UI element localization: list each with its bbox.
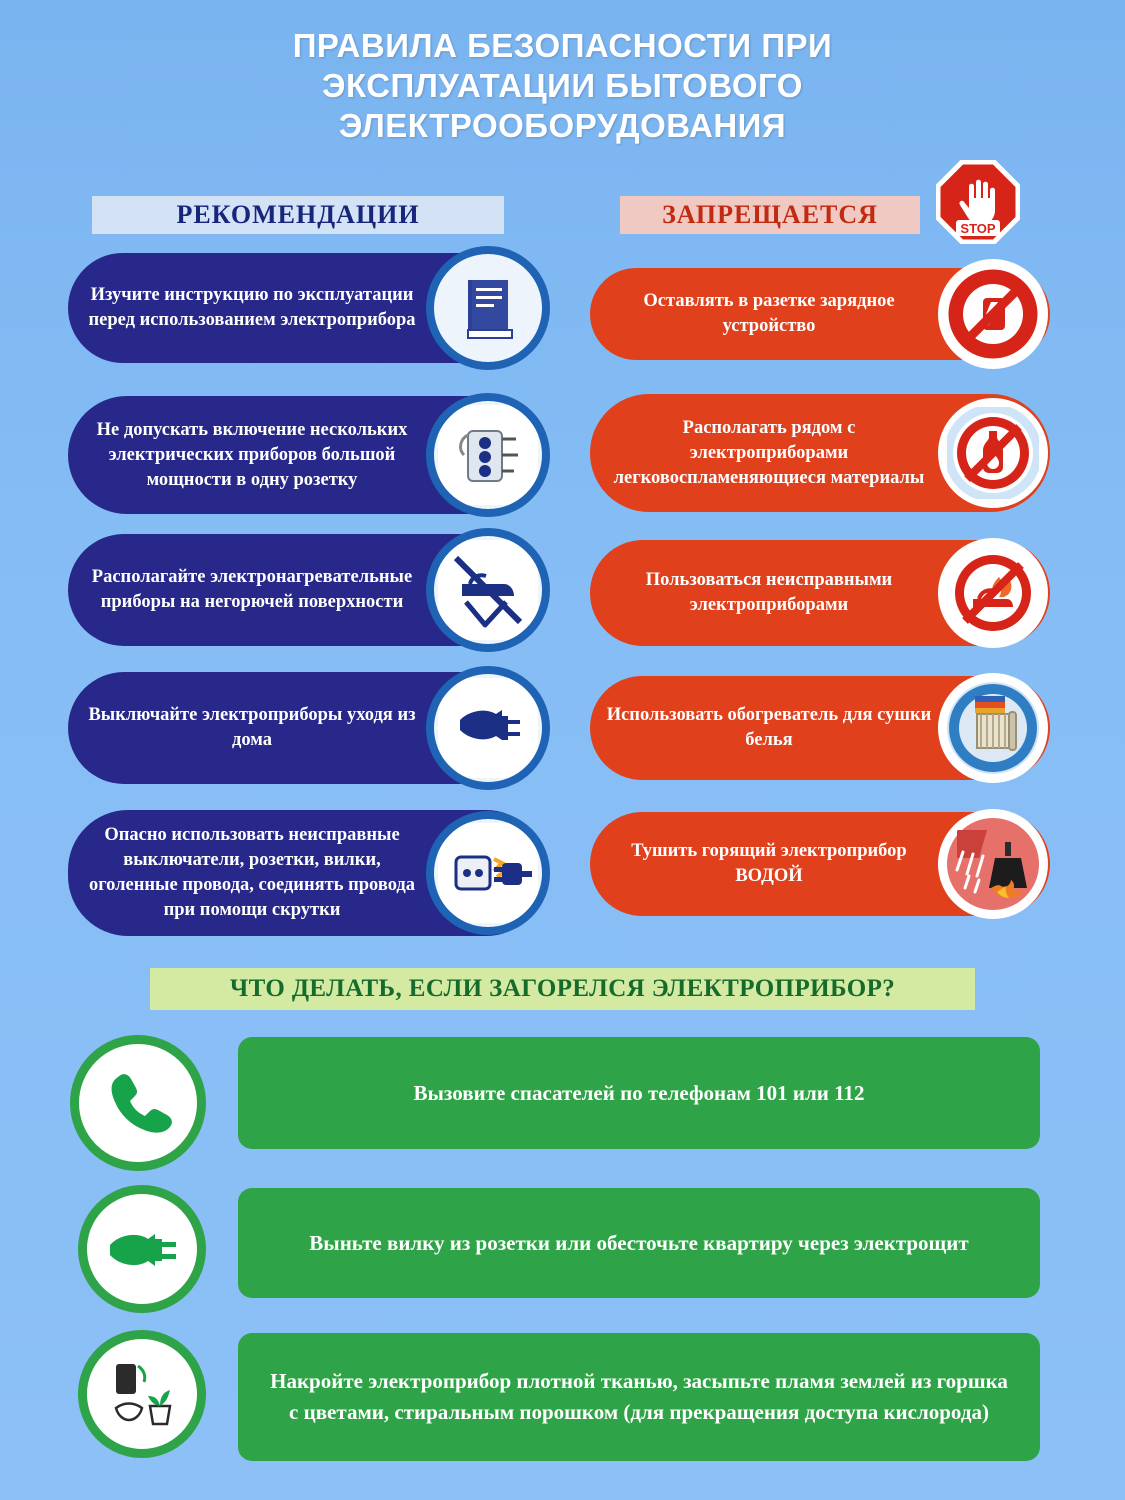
page-title [0,26,1125,146]
emergency-step-text: Вызовите спасателей по телефонам 101 или 112 [413,1080,865,1105]
prohibition-row [590,268,1050,360]
prohibition-row [590,676,1050,780]
cover-with-cloth-soil-icon [78,1330,206,1458]
recommendation-text: Опасно использовать неисправные выключатели, розетки, вилки, оголенные провода, соединять провода при помощи скрутки [88,825,416,920]
prohibition-text: Использовать обогреватель для сушки белья [606,705,932,750]
recommendation-row [68,253,546,363]
phone-icon [70,1035,206,1171]
prohibition-row [590,540,1050,646]
flammable-bottle-forbidden-icon [938,398,1048,508]
recommendation-text: Выключайте электроприборы уходя из дома [88,705,416,750]
recommendation-text: Располагайте электронагревательные приборы на негорючей поверхности [91,567,413,612]
prohibitions-header: ЗАПРЕЩАЕТСЯ [620,196,920,234]
faulty-socket-plug-icon [426,811,550,935]
unplug-hand-icon [426,666,550,790]
recommendation-row [68,396,546,514]
prohibition-text: Тушить горящий электроприбор ВОДОЙ [631,841,907,886]
prohibition-text: Пользоваться неисправными электроприборами [645,570,893,615]
emergency-step [238,1333,1040,1461]
recommendations-header: РЕКОМЕНДАЦИИ [92,196,504,234]
prohibition-row [590,812,1050,916]
emergency-step-text: Накройте электроприбор плотной тканью, засыпьте пламя землей из горшка с цветами, стиральным порошком (для прекращения доступа кислорода) [270,1369,1008,1424]
title-line-2: ЭКСПЛУАТАЦИИ БЫТОВОГО [322,67,803,104]
svg-text:STOP: STOP [960,221,996,236]
prohibition-row [590,394,1050,512]
prohibition-text: Располагать рядом с электроприборами легковоспламеняющиеся материалы [613,417,925,488]
emergency-step [238,1188,1040,1298]
recommendation-text: Изучите инструкцию по эксплуатации перед использованием электроприбора [88,285,416,330]
unplug-hand-icon [78,1185,206,1313]
recommendation-row [68,672,546,784]
prohibition-text: Оставлять в разетке зарядное устройство [643,291,895,336]
title-line-3: ЭЛЕКТРООБОРУДОВАНИЯ [338,107,787,144]
water-on-burning-lamp-icon [938,809,1048,919]
recommendation-row [68,810,546,936]
title-line-1: ПРАВИЛА БЕЗОПАСНОСТИ ПРИ [292,27,833,64]
heater-drying-clothes-icon [938,673,1048,783]
emergency-step-text: Выньте вилку из розетки или обесточьте квартиру через электрощит [309,1230,969,1255]
burning-iron-forbidden-icon [938,538,1048,648]
emergency-header: ЧТО ДЕЛАТЬ, ЕСЛИ ЗАГОРЕЛСЯ ЭЛЕКТРОПРИБОР? [150,968,975,1010]
recommendation-text: Не допускать включение нескольких электрических приборов большой мощности в одну розетку [96,419,408,490]
multi-socket-overload-icon [426,393,550,517]
emergency-step [238,1037,1040,1149]
charger-in-socket-forbidden-icon [938,259,1048,369]
manual-book-icon [426,246,550,370]
recommendation-row [68,534,546,646]
iron-on-board-icon [426,528,550,652]
stop-sign-icon [936,160,1020,244]
